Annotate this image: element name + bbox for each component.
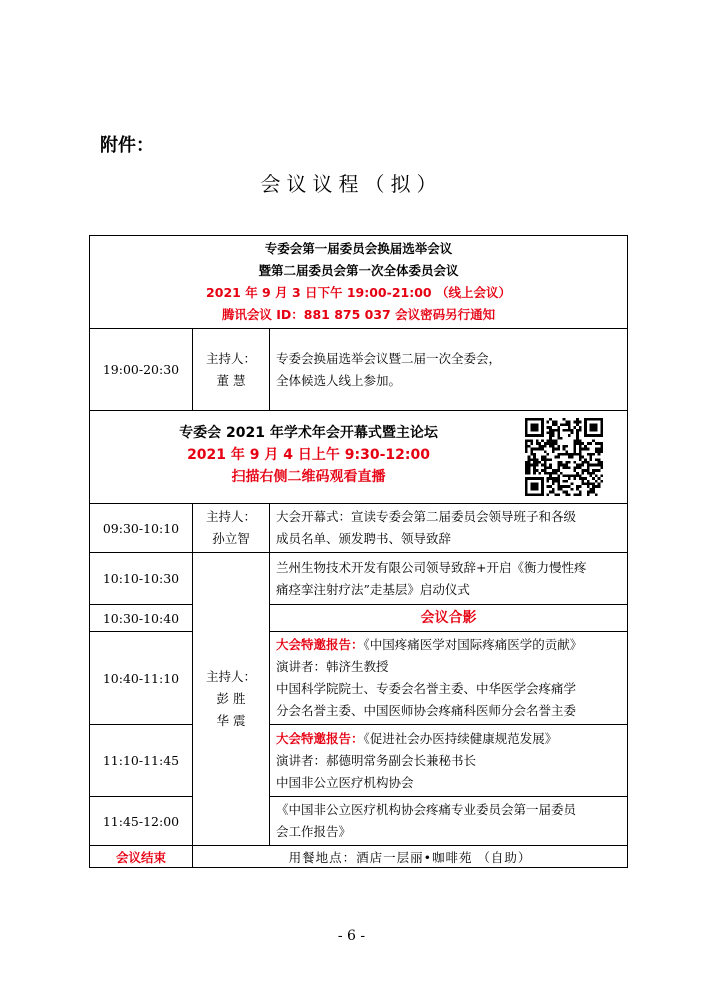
content-line: 兰州生物技术开发有限公司领导致辞+开启《衡力慢性疼 (276, 559, 587, 575)
content-line: 痛痉挛注射疗法”走基层》启动仪式 (276, 581, 470, 597)
content-cell (270, 504, 628, 553)
speaker-line: 演讲者：韩济生教授 (276, 659, 389, 674)
time-cell: 09:30-10:10 (90, 504, 193, 553)
content-cell (270, 329, 628, 411)
table-row (90, 329, 628, 411)
qr-code-icon (525, 418, 603, 496)
table-row (90, 797, 628, 846)
keynote-topic: 《促进社会办医持续健康规范发展》 (363, 730, 558, 746)
host-name: 华 震 (216, 713, 246, 728)
agenda-table (89, 235, 628, 868)
time-cell: 10:10-10:30 (90, 553, 193, 605)
content-cell (270, 725, 628, 797)
section1-meeting-id: 腾讯会议 ID：881 875 037 会议密码另行通知 (221, 307, 496, 322)
document-title: 会议议程（拟） (260, 172, 443, 196)
content-line: 分会名誉主委、中国医师协会疼痛科医师分会名誉主委 (276, 703, 577, 718)
keynote-tag: 大会特邀报告： (276, 730, 364, 746)
content-line: 中国科学院院士、专委会名誉主委、中华医学会疼痛学 (276, 681, 577, 696)
shared-host-cell (193, 553, 270, 846)
time-cell: 19:00-20:30 (90, 329, 193, 411)
content-line: 《中国非公立医疗机构协会疼痛专业委员会第一届委员 (276, 802, 577, 817)
content-line: 全体候选人线上参加。 (276, 372, 402, 388)
table-row (90, 725, 628, 797)
section1-datetime: 2021 年 9 月 3 日下午 19:00-21:00 （线上会议） (206, 285, 511, 300)
section2-header (90, 411, 628, 504)
host-name: 孙立智 (212, 531, 250, 546)
host-cell (193, 504, 270, 553)
group-photo-cell: 会议合影 (270, 605, 628, 632)
content-line: 会工作报告》 (276, 824, 352, 839)
time-cell: 11:45-12:00 (90, 797, 193, 846)
footer-row (90, 846, 628, 868)
content-line: 专委会换届选举会议暨二届一次全委会， (276, 350, 502, 366)
table-row (90, 632, 628, 725)
content-cell (270, 632, 628, 725)
content-line (276, 634, 621, 656)
dining-location-cell: 用餐地点：酒店一层丽•咖啡苑 （自助） (193, 846, 628, 868)
content-cell (270, 553, 628, 605)
host-cell (193, 329, 270, 411)
section2-datetime: 2021 年 9 月 4 日上午 9:30-12:00 (187, 447, 430, 463)
content-cell (270, 797, 628, 846)
content-line (276, 728, 621, 750)
host-label: 主持人： (205, 669, 256, 684)
meeting-end-cell: 会议结束 (90, 846, 193, 868)
section2-live-note: 扫描右侧二维码观看直播 (231, 469, 386, 485)
attachment-label: 附件： (100, 135, 154, 156)
page-number: - 6 - (337, 928, 366, 944)
table-row (90, 605, 628, 632)
table-row (90, 553, 628, 605)
section1-line2: 暨第二届委员会第一次全体委员会议 (258, 263, 459, 278)
host-name: 彭 胜 (216, 691, 246, 706)
section1-header (90, 236, 628, 329)
host-label: 主持人： (205, 509, 256, 524)
time-cell: 10:40-11:10 (90, 632, 193, 725)
content-line: 成员名单、颁发聘书、领导致辞 (276, 531, 452, 546)
table-row (90, 504, 628, 553)
section1-line1: 专委会第一届委员会换届选举会议 (264, 241, 453, 256)
time-cell: 10:30-10:40 (90, 605, 193, 632)
content-line: 大会开幕式：宣读专委会第二届委员会领导班子和各级 (276, 509, 577, 524)
section2-line1: 专委会 2021 年学术年会开幕式暨主论坛 (179, 425, 438, 441)
speaker-line: 演讲者：郝德明常务副会长兼秘书长 (276, 752, 477, 768)
keynote-topic: 《中国疼痛医学对国际疼痛医学的贡献》 (363, 637, 583, 652)
content-line: 中国非公立医疗机构协会 (276, 774, 414, 790)
host-name: 董 慧 (216, 372, 246, 388)
keynote-tag: 大会特邀报告： (276, 637, 364, 652)
time-cell: 11:10-11:45 (90, 725, 193, 797)
host-label: 主持人： (205, 350, 256, 366)
